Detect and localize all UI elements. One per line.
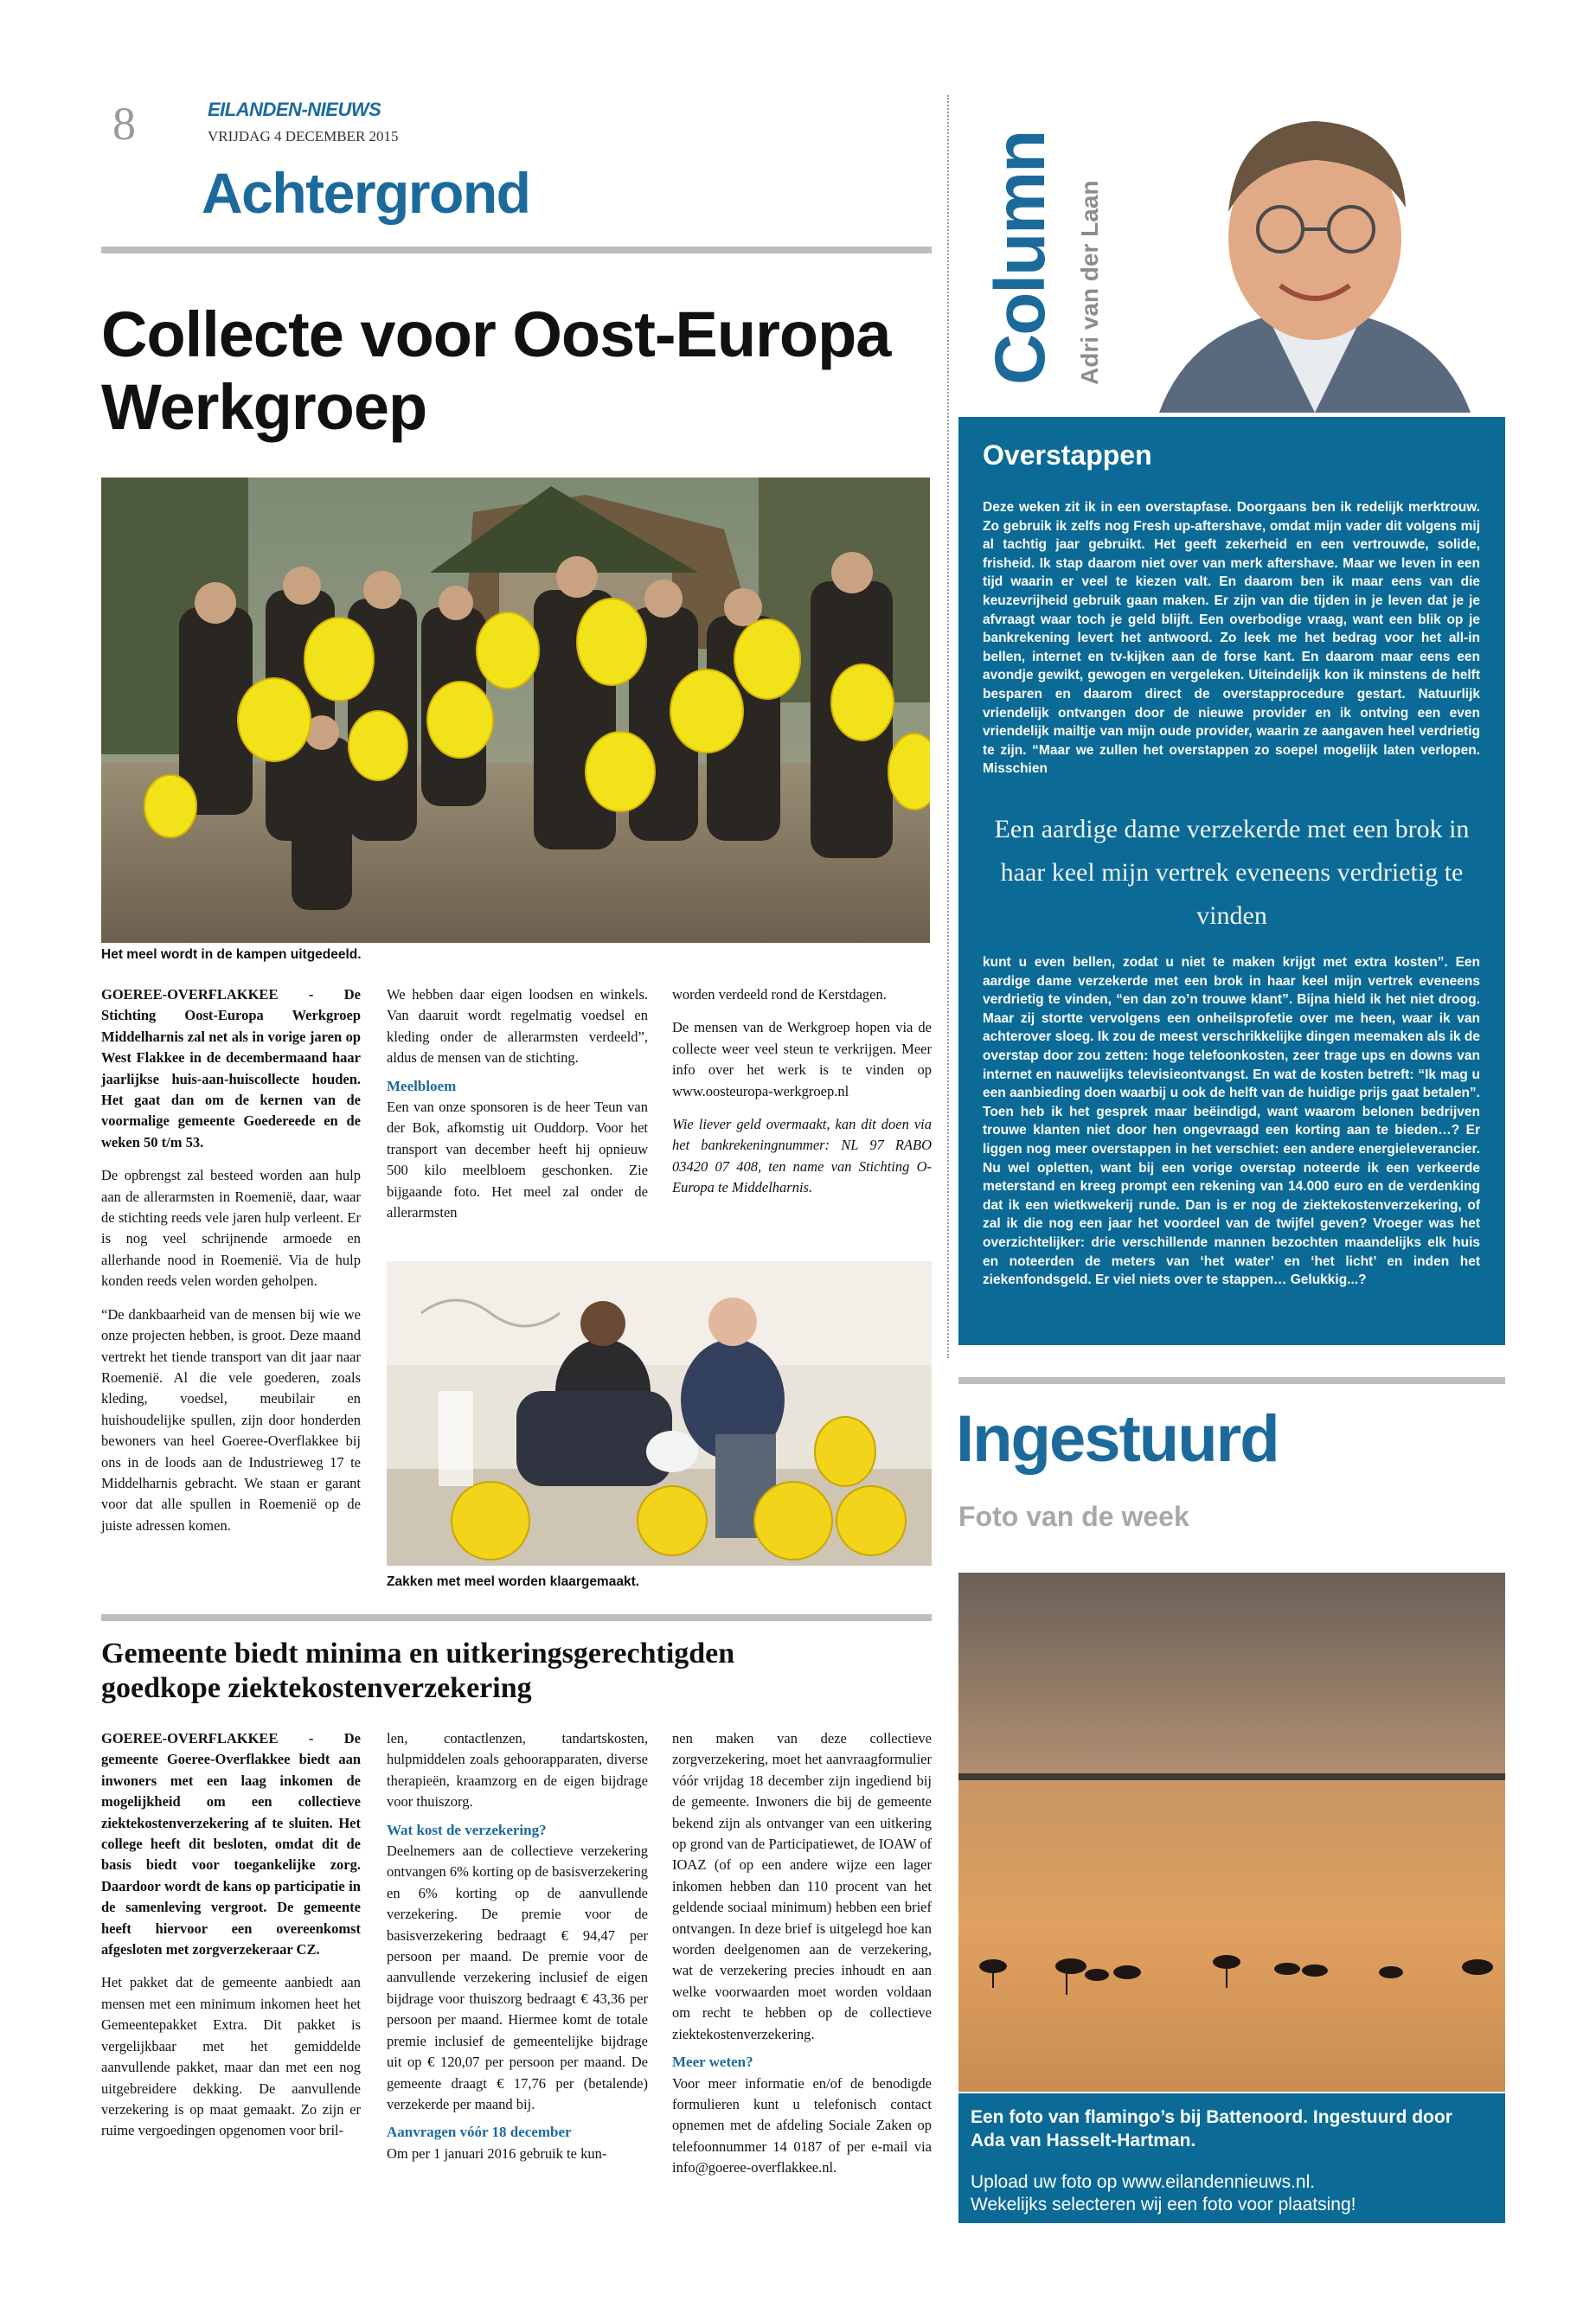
article1-paragraph: De mensen van de Werkgroep hopen via de collecte weer veel steun te verkrijgen. Meer info over het werk is te vinden op www.oosteuropa-werkgroep.nl [672, 1019, 932, 1099]
subheading-cost: Wat kost de verzekering? [387, 1821, 547, 1838]
article1-column-2 [387, 984, 648, 1235]
article2-column-1 [101, 1728, 361, 2154]
paper-logo: EILANDEN-NIEUWS [208, 99, 381, 120]
photo-flamingos [958, 1573, 1505, 2092]
article1-column-1 [101, 984, 361, 1548]
ingestuurd-title: Ingestuurd [956, 1402, 1279, 1476]
author-portrait [1125, 99, 1505, 413]
article2-paragraph: len, contactlenzen, tandartskosten, hulpmiddelen zoals gehoorapparaten, diverse therapieën, kraamzorg en de eigen bijdrage voor thuiszorg. [387, 1730, 648, 1811]
column-title: Overstappen [983, 439, 1152, 471]
photo-camp-distribution [101, 478, 930, 943]
column-divider [947, 95, 949, 1358]
article1-paragraph: We hebben daar eigen loodsen en winkels. Van daaruit wordt regelmatig voedsel en kleding onder de allerarmsten verdeeld”, aldus de mensen van de stichting. [387, 986, 648, 1067]
article2-column-2 [387, 1728, 648, 2176]
article2-rule [101, 1614, 932, 1621]
ingestuurd-rule [958, 1377, 1505, 1384]
column-text-part-1: Deze weken zit ik in een overstapfase. Doorgaans ben ik redelijk merktrouw. Zo gebruik ik zelfs nog Fresh up-aftershave, omdat mijn vader dit volgens mij al tachtig jaar gebruikt. Het geeft zekerheid en een vertrouwde, solide, frisheid. Ik stap daarom niet over van merk aftershave. Maar we leven in een tijd waarin er veel te kiezen valt. En daarom ben ik maar eens van die keuzevrijheid gebruik gaan maken. Er zijn van die tijden in je leven dat je je afvraagt waar toch je geld blijft. Een overbodige vraag, want een blik op je bankrekening levert het antwoord. Zo leek me het bedrag voor het all-in bellen, internet en tv-kijken aan de forse kant. En daarom maar eens een avondje gewikt, gewogen en vergeleken. Uiteindelijk kon ik minstens de helft besparen en daarom direct de overstapprocedure gestart. Natuurlijk vriendelijk ontvangen door de nieuwe provider en ik ontving een even vriendelijk mailtje van mijn oude provider, waarin ze aangaven heel verdrietig te zijn. “Maar we zullen het overstappen zo soepel mogelijk laten verlopen. Misschien [983, 500, 1480, 777]
article2-headline: Gemeente biedt minima en uitkeringsgerechtigden goedkope ziektekostenverzekering [101, 1638, 735, 1704]
article2-paragraph: Om per 1 januari 2016 gebruik te kun- [387, 2144, 607, 2162]
article1-paragraph: De opbrengst zal besteed worden aan hulp aan de allerarmsten in Roemenië, daar, waar de stichting reeds vele jaren hulp verleent. Er is nog veel schrijnende armoede en allerhande nood in Roemenië. Via de hulp konden reeds velen worden geholpen. [101, 1167, 361, 1290]
subheading-more-info: Meer weten? [672, 2054, 753, 2071]
photo-caption-box [958, 2093, 1505, 2223]
column-pull-quote: Een aardige dame verzekerde met een brok in haar keel mijn vertrek eveneens verdrietig te vinden [994, 815, 1470, 930]
page-number: 8 [112, 98, 136, 150]
issue-date: VRIJDAG 4 DECEMBER 2015 [208, 128, 399, 144]
photo-flour-bags [387, 1261, 932, 1566]
article1-donation-note: Wie liever geld overmaakt, kan dit doen via het bankrekeningnummer: NL 97 RABO 03420 07 408, ten name van Stichting O-Europa te Middelharnis. [672, 1116, 932, 1196]
subheading-deadline: Aanvragen vóór 18 december [387, 2124, 572, 2141]
article2-paragraph: Het pakket dat de gemeente aanbiedt aan mensen met een minimum inkomen heet het Gemeentepakket Extra. Dit pakket is vergelijkbaar met het gemiddelde aanvullende pakket, maar dan met een nog uitgebreidere dekking. De aanvullende verzekering is op maat gemaakt. Zo zijn er ruime vergoedingen opgenomen voor bril- [101, 1974, 361, 2139]
article2-paragraph: Deelnemers aan de collectieve verzekering ontvangen 6% korting op de basisverzekering en 6% korting op de aanvullende verzekering. De premie voor de basisverzekering bedraagt € 94,47 per persoon per maand. De premie voor de aanvullende verzekering inclusief de eigen bijdrage voor thuiszorg bedraagt € 43,36 per persoon per maand. Hiermee komt de totale premie inclusief de gemeentelijke bijdrage uit op € 120,07 per persoon per maand. De gemeente draagt € 17,76 per (betalende) verzekerde per maand bij. [387, 1843, 648, 2112]
photo1-caption: Het meel wordt in de kampen uitgedeeld. [101, 947, 362, 962]
article1-paragraph: worden verdeeld rond de Kerstdagen. [672, 986, 887, 1003]
article1-paragraph: Een van onze sponsoren is de heer Teun van der Bok, afkomstig uit Ouddorp. Voor het transport van december heeft hij opnieuw 500 kilo meelbloem geschonken. Zie bijgaande foto. Het meel zal onder de allerarmsten [387, 1099, 648, 1221]
subheading-meelbloem: Meelbloem [387, 1077, 457, 1094]
article-headline: Collecte voor Oost-Europa Werkgroep [101, 298, 891, 443]
upload-instruction-note: Wekelijks selecteren wij een foto voor plaatsing! [971, 2195, 1356, 2214]
upload-instruction-link[interactable]: Upload uw foto op www.eilandennieuws.nl. [971, 2172, 1316, 2192]
section-rule [101, 247, 932, 253]
article1-lead: GOEREE-OVERFLAKKEE - De Stichting Oost-Europa Werkgroep Middelharnis zal net als in vorige jaren op West Flakkee in de decembermaand haar jaarlijkse huis-aan-huiscollecte houden. Het gaat dan om de kernen van de voormalige gemeente Goedereede en de weken 50 t/m 53. [101, 986, 361, 1150]
photo-of-week-label: Foto van de week [958, 1501, 1189, 1532]
article1-paragraph: “De dankbaarheid van de mensen bij wie we onze projecten hebben, is groot. Deze maand vertrekt het tiende transport van dit jaar naar Roemenië. Al die vele goederen, zoals kleding, voedsel, meubilair en huishoudelijke spullen, zijn door honderden bewoners van heel Goeree-Overflakkee bij ons in de loods aan de Industrieweg 17 te Middelharnis gebracht. We staan er garant voor dat alle spullen in Roemenië op de juiste adressen komen. [101, 1305, 361, 1534]
article2-lead: GOEREE-OVERFLAKKEE - De gemeente Goeree-Overflakkee biedt aan inwoners met een laag inkomen de mogelijkheid om een collectieve ziektekostenverzekering af te sluiten. Het college heeft dit besloten, omdat dit de basis biedt voor toegankelijke zorg. Daardoor wordt de kans op participatie in de samenleving vergroot. De gemeente heeft hiervoor een overeenkomst afgesloten met zorgverzekeraar CZ. [101, 1730, 361, 1958]
column-author: Adri van der Laan [1076, 180, 1103, 385]
photo2-caption: Zakken met meel worden klaargemaakt. [387, 1574, 640, 1589]
column-box [958, 417, 1505, 1345]
article2-paragraph: nen maken van deze collectieve zorgverzekering, moet het aanvraagformulier vóór vrijdag 18 december zijn ingediend bij de gemeente. Inwoners die bij de gemeente bekend zijn als ontvanger van een uitkering op grond van de Participatiewet, de IOAW of IOAZ (of op een andere wijze een lager inkomen hebben dan 110 procent van het geldende sociaal minimum) hebben een brief ontvangen. In deze brief is uitgelegd hoe kan worden deelgenomen aan de verzekering, wat de verzekering precies inhoudt en aan welke voorwaarden moet worden voldaan om recht te hebben op de collectieve ziektekostenverzekering. [672, 1730, 932, 2042]
column-label: Column [981, 131, 1060, 385]
article1-column-3 [672, 984, 932, 1211]
photo-of-week-caption: Een foto van flamingo’s bij Battenoord. Ingestuurd door Ada van Hasselt-Hartman. [971, 2107, 1452, 2150]
article2-column-3 [672, 1728, 932, 2191]
column-text-part-2: kunt u even bellen, zodat u niet te maken krijgt met extra kosten”. Een aardige dame verzekerde met een brok in haar keel mijn vertrek eveneens verdrietig te vinden, “en dan zo’n trouwe klant”. Bijna hield ik het niet droog. Maar zij stortte vervolgens een onheilsprofetie over me heen, waar ik van achterover sloeg. Ik zou de meest verschrikkelijke dingen meemaken als ik de overstap door zou zetten: hoge telefoonkosten, zeer trage ups en downs van internet en nauwelijks televisieontvangst. En wat de kosten betreft: “Ik mag u een aanbieding doen waarbij u ook de helft van de huidige prijs gaat betalen”. Toen heb ik het gesprek maar beëindigd, want waarom belonen bedrijven trouwe klanten niet door hen ongevraagd een korting aan te bieden…? Er liggen nog meer overstappen in het verschiet: een andere energieleverancier. Nu wel opletten, want bij een vorige overstap noteerde ik een verkeerde meterstand en kreeg prompt een rekening van 14.000 euro en de verdenking dat ik een wietkwekerij runde. Dan is er nog de ziektekostenverzekering, of zal ik die nog een jaar het voordeel van de twijfel geven? Vroeger was het overzichtelijker: drie verschillende mannen bezochten maandelijks elk huis en noteerden de meters van ‘het water’ en ‘het licht’ en inden het ziekenfondsgeld. Er viel niets over te stappen… Gelukkig...? [983, 955, 1480, 1288]
article2-paragraph: Voor meer informatie en/of de benodigde formulieren kunt u telefonisch contact opnemen met de afdeling Sociale Zaken op telefoonnummer 14 0187 of per e-mail via info@goeree-overflakkee.nl. [672, 2074, 932, 2176]
section-title: Achtergrond [202, 161, 530, 225]
